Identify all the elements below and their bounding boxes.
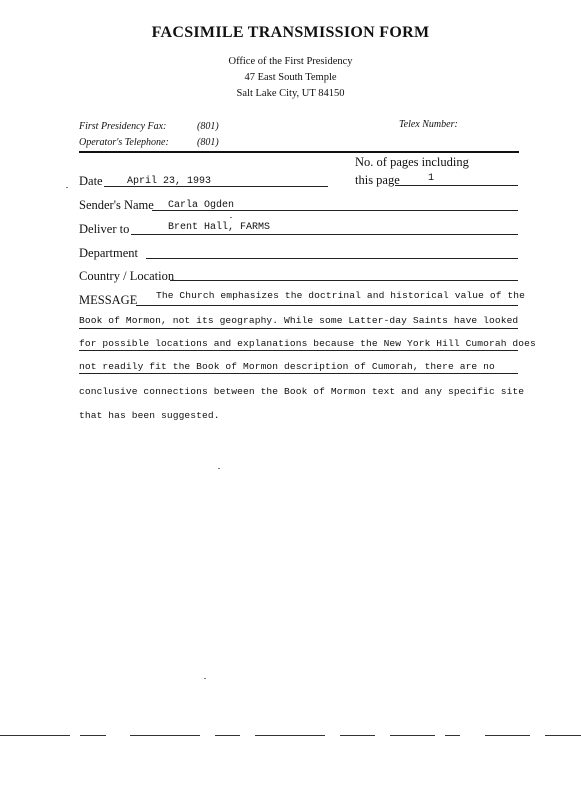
pages-label-line2: this page [355,173,400,187]
senders-name-value: Carla Ogden [168,200,235,211]
pages-label-line1: No. of pages including [355,155,469,169]
footer-line-segment [130,735,200,736]
department-underline [146,258,518,259]
pages-value: 1 [428,173,435,184]
message-line-5: conclusive connections between the Book of Mormon text and any specific site [79,386,525,397]
header-divider [79,151,519,153]
office-city: Salt Lake City, UT 84150 [236,88,345,99]
department-label: Department [79,246,139,260]
senders-name-label: Sender's Name [79,198,154,212]
deliver-to-label: Deliver to [79,222,130,236]
scan-speck [230,217,232,218]
message-underline-1 [136,305,518,306]
footer-line-segment [485,735,530,736]
first-presidency-fax-value: (801) [197,121,219,132]
senders-name-underline [152,210,518,211]
deliver-to-underline [131,234,518,235]
office-street: 47 East South Temple [244,72,337,83]
form-title: FACSIMILE TRANSMISSION FORM [151,24,430,41]
footer-line-segment [0,735,70,736]
telex-number-label: Telex Number: [399,119,458,130]
message-line-6: that has been suggested. [79,410,220,421]
footer-line-segment [545,735,581,736]
country-location-underline [170,280,518,281]
date-label: Date [79,174,103,188]
message-line-2: Book of Mormon, not its geography. While some Latter-day Saints have looked [79,315,519,326]
footer-line-segment [215,735,240,736]
footer-line-segment [80,735,106,736]
office-name: Office of the First Presidency [228,56,353,67]
message-label: MESSAGE [79,293,138,307]
date-underline [104,186,328,187]
footer-line-segment [255,735,325,736]
country-location-label: Country / Location [79,269,175,283]
footer-line-segment [390,735,435,736]
footer-line-segment [445,735,460,736]
message-line-1: The Church emphasizes the doctrinal and historical value of the [156,290,526,301]
pages-underline [395,185,518,186]
message-underline-4 [79,373,518,374]
date-value: April 23, 1993 [127,176,212,187]
message-underline-3 [79,350,518,351]
scan-speck [218,468,220,469]
first-presidency-fax-label: First Presidency Fax: [79,121,167,132]
message-line-4: not readily fit the Book of Mormon description of Cumorah, there are no [79,361,495,372]
message-underline-2 [79,328,518,329]
deliver-to-value: Brent Hall, FARMS [168,222,271,233]
operator-telephone-value: (801) [197,137,219,148]
message-line-3: for possible locations and explanations because the New York Hill Cumorah does [79,338,536,349]
scan-speck [66,187,68,188]
scan-speck [204,678,206,679]
operator-telephone-label: Operator's Telephone: [79,137,169,148]
footer-line-segment [340,735,375,736]
